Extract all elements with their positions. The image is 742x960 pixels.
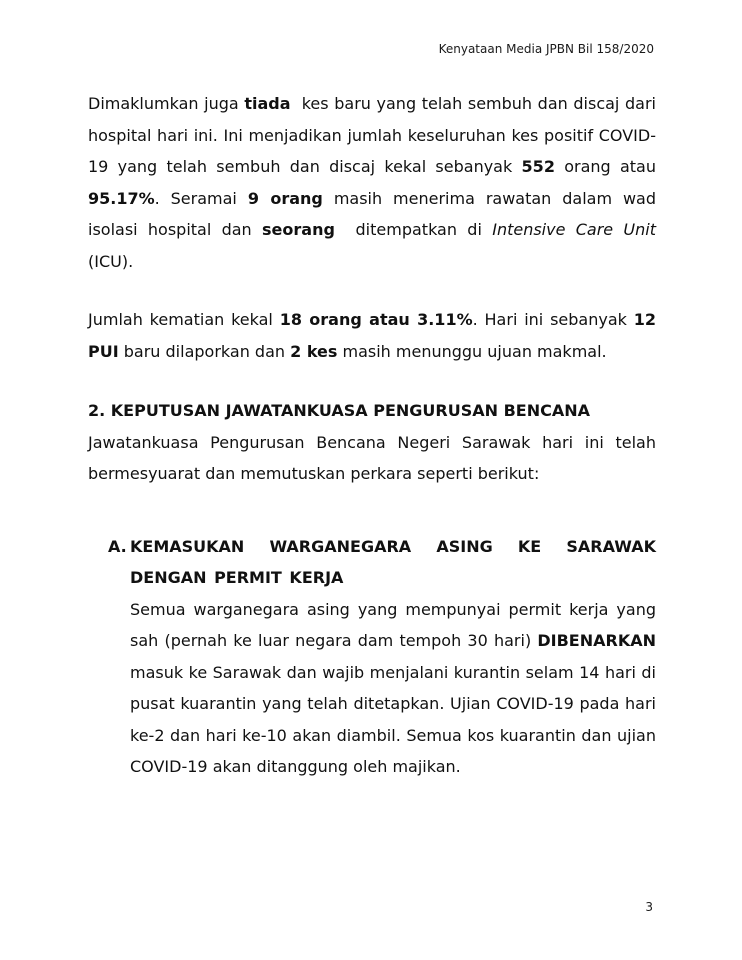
page-content <box>88 88 662 783</box>
bold-segment: 552 <box>521 157 555 176</box>
text-segment: masuk ke Sarawak dan wajib menjalani kurantin selam 14 hari di pusat kuarantin yang telah ditetapkan. Ujian COVID-19 pada hari ke-2 dan hari ke-10 akan diambil. Semua kos kuarantin dan ujian COVID-19 akan ditanggung oleh majikan. <box>130 662 656 776</box>
bold-segment: 18 orang atau 3.11% <box>279 310 473 329</box>
item-body <box>130 594 656 783</box>
text-segment: masih menunggu ujuan makmal. <box>337 341 607 361</box>
section-heading: 2. KEPUTUSAN JAWATANKUASA PENGURUSAN BENCANA <box>88 401 590 420</box>
text-segment: kes baru yang telah sembuh dan discaj dari hospital hari ini. Ini menjadikan jumlah keseluruhan kes positif COVID-19 yang telah sembuh dan discaj kekal sebanyak <box>88 94 662 176</box>
text-segment: . Hari ini sebanyak <box>472 310 634 329</box>
bold-segment: tiada <box>244 94 291 113</box>
text-segment: Dimaklumkan juga <box>88 94 245 113</box>
bold-segment: 12 PUI <box>88 310 657 361</box>
recovery-paragraph <box>88 88 662 277</box>
text-segment: (ICU). <box>88 251 134 271</box>
text-segment: Jumlah kematian kekal <box>88 310 280 329</box>
text-segment: baru dilaporkan dan <box>118 341 291 361</box>
item-a <box>88 531 656 783</box>
text-segment: Semua warganegara asing yang mempunyai permit kerja yang sah (pernah ke luar negara dam tempoh 30 hari) <box>130 599 656 650</box>
bold-segment: 95.17% <box>88 188 155 208</box>
item-label: A. <box>108 536 127 556</box>
bold-segment: 2 kes <box>290 341 338 361</box>
bold-segment: DIBENARKAN <box>537 631 656 650</box>
text-segment: orang atau <box>554 157 656 176</box>
text-segment: ditempatkan di <box>334 220 493 239</box>
bold-segment: seorang <box>262 220 335 239</box>
item-title: KEMASUKAN WARGANEGARA ASING KE SARAWAK DENGAN PERMIT KERJA <box>130 536 656 587</box>
document-reference: Kenyataan Media JPBN Bil 158/2020 <box>438 42 654 56</box>
section-intro: Jawatankuasa Pengurusan Bencana Negeri Sarawak hari ini telah bermesyuarat dan memutuskan perkara seperti berikut: <box>88 432 656 483</box>
text-segment: . Seramai <box>154 188 248 208</box>
italic-segment: Intensive Care Unit <box>492 220 657 239</box>
deaths-paragraph <box>88 304 656 367</box>
bold-segment: 9 orang <box>247 188 323 208</box>
page-number: 3 <box>645 900 653 914</box>
text-segment: masih menerima rawatan dalam wad isolasi hospital dan <box>88 188 657 239</box>
